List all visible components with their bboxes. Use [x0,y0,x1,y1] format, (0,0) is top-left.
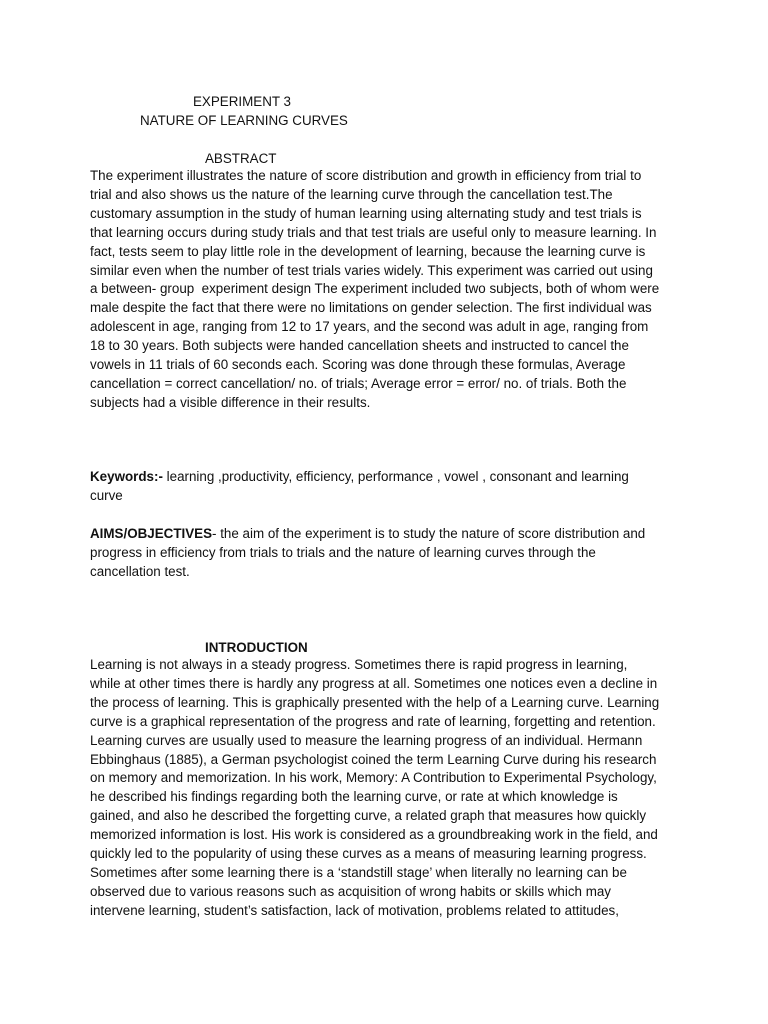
introduction-line: memorized information is lost. His work is considered as a groundbreaking work in the field, and [90,827,658,843]
document-title: NATURE OF LEARNING CURVES [140,113,348,128]
aims-text: - the aim of the experiment is to study the nature of score distribution and [212,526,646,541]
introduction-line: quickly led to the popularity of using these curves as a means of measuring learning progress. [90,846,647,862]
abstract-line: adolescent in age, ranging from 12 to 17 years, and the second was adult in age, ranging from [90,319,649,335]
abstract-line: trial and also shows us the nature of the learning curve through the cancellation test.The [90,186,613,202]
abstract-line: male despite the fact that there were no limitations on gender selection. The first individual was [90,300,652,316]
abstract-line: The experiment illustrates the nature of score distribution and growth in efficiency from trial to [90,168,642,183]
introduction-line: Learning curves are usually used to measure the learning progress of an individual. Hermann [90,732,643,748]
keywords-text-cont: curve [90,487,123,503]
keywords-label: Keywords:- [90,469,163,484]
introduction-line: curve is a graphical representation of the progress and rate of learning, forgetting and retention. [90,713,656,729]
introduction-line: Sometimes after some learning there is a ‘standstill stage’ when literally no learning can be [90,864,627,880]
abstract-line: that learning occurs during study trials and that test trials are useful only to measure learning. In [90,224,657,240]
introduction-line: the process of learning. This is graphically presented with the help of a Learning curve. Learning [90,694,660,710]
experiment-number: EXPERIMENT 3 [193,94,291,109]
abstract-line: similar even when the number of test trials varies widely. This experiment was carried out using [90,262,653,278]
aims-paragraph [90,525,680,582]
introduction-line: intervene learning, student’s satisfaction, lack of motivation, problems related to attitudes, [90,902,619,918]
abstract-heading: ABSTRACT [205,151,277,166]
introduction-line: he described his findings regarding both the learning curve, or rate at which knowledge is [90,789,618,805]
abstract-line: vowels in 11 trials of 60 seconds each. Scoring was done through these formulas, Average [90,357,626,373]
abstract-paragraph [90,167,680,413]
keywords-paragraph [90,468,680,506]
abstract-line: a between- group experiment design The experiment included two subjects, both of whom were [90,281,660,297]
aims-text-cont: cancellation test. [90,563,190,579]
introduction-line: on memory and memorization. In his work, Memory: A Contribution to Experimental Psychology, [90,770,657,786]
introduction-paragraph [90,656,680,921]
introduction-line: while at other times there is hardly any progress at all. Sometimes one notices even a decline in [90,675,658,691]
aims-label: AIMS/OBJECTIVES [90,526,213,541]
abstract-line: 18 to 30 years. Both subjects were handed cancellation sheets and instructed to cancel the [90,338,629,354]
abstract-line: fact, tests seem to play little role in the development of learning, because the learning curve is [90,243,646,259]
abstract-line: customary assumption in the study of human learning using alternating study and test trials is [90,205,642,221]
abstract-line: cancellation = correct cancellation/ no. of trials; Average error = error/ no. of trials. Both the [90,375,627,391]
aims-text-cont: progress in efficiency from trials to trials and the nature of learning curves through the [90,544,596,560]
introduction-line: gained, and also he described the forgetting curve, a related graph that measures how quickly [90,808,647,824]
introduction-heading: INTRODUCTION [205,640,308,655]
introduction-line: observed due to various reasons such as acquisition of wrong habits or skills which may [90,883,612,899]
introduction-line: Ebbinghaus (1885), a German psychologist coined the term Learning Curve during his research [90,751,657,767]
abstract-line: subjects had a visible difference in their results. [90,394,371,410]
introduction-line: Learning is not always in a steady progress. Sometimes there is rapid progress in learning, [90,657,628,672]
keywords-text: learning ,productivity, efficiency, performance , vowel , consonant and learning [162,469,629,484]
